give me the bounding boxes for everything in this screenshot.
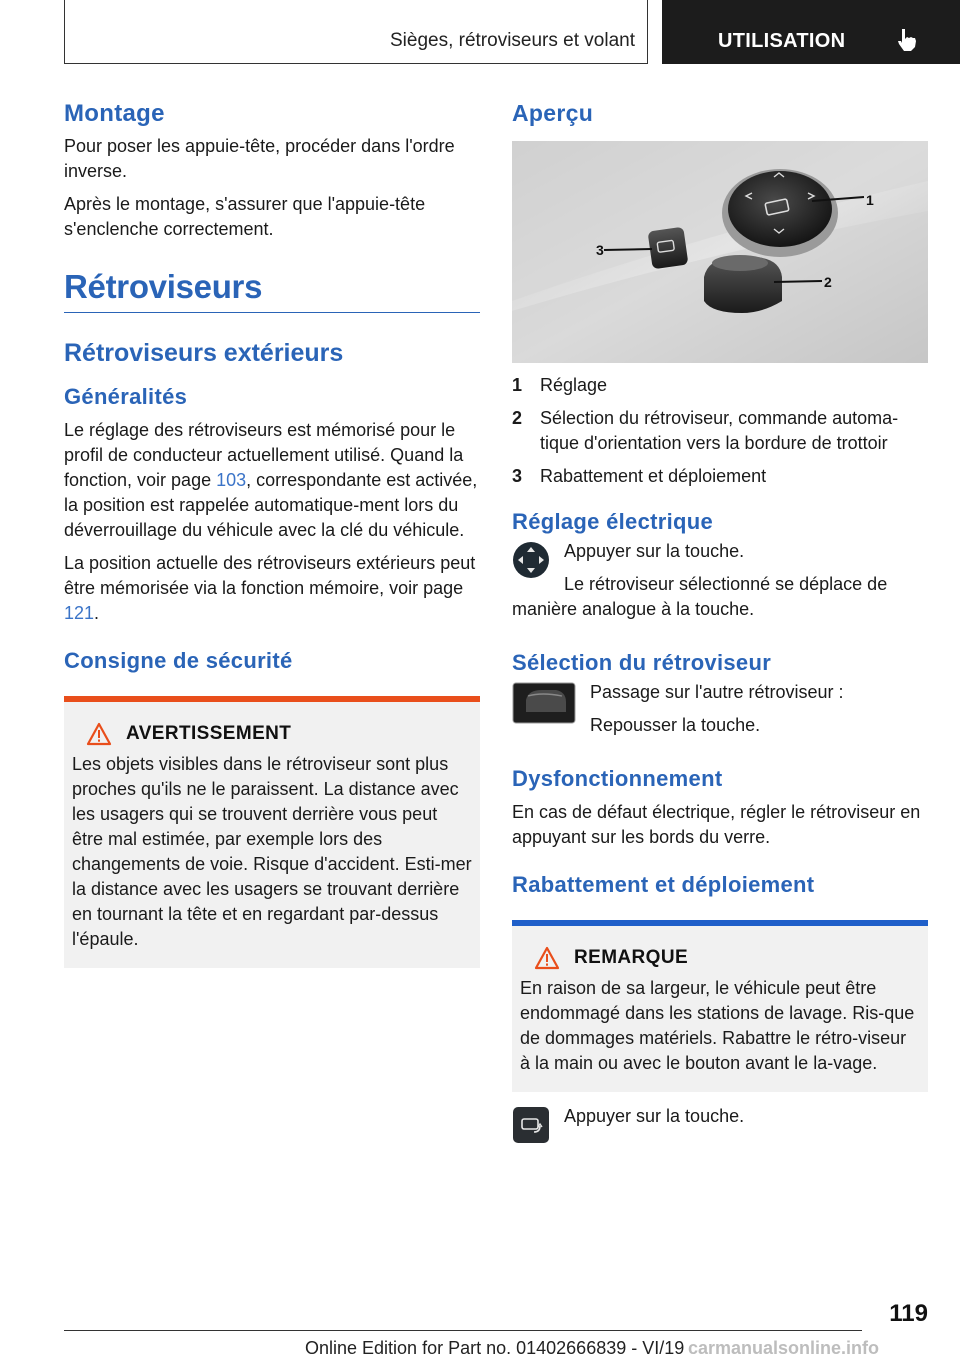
note-text: En raison de sa largeur, le véhicule peut être endommagé dans les stations de lavage. Ris-que de dommages matériels. Rabattre le rétro-viseur à la main ou avec le bouton avant le la-vage. [520,978,915,1073]
photo-label-1: 1 [866,192,874,208]
electric-adjustment-heading: Réglage électrique [512,509,714,534]
section-header [662,0,960,64]
safety-heading: Consigne de sécurité [64,648,293,673]
montage-paragraph-2: Après le montage, s'assurer que l'appuie-tête s'enclenche correctement. [64,194,426,239]
mirror-control-photo [512,141,928,363]
legend-number: 1 [512,375,523,395]
left-column [64,100,480,968]
chapter-header [64,0,648,64]
chapter-title: Sièges, rétroviseurs et volant [389,30,635,51]
warning-box [64,696,480,968]
general-paragraph-1 [64,418,480,543]
legend-number: 2 [512,408,523,428]
legend-item [512,464,928,489]
general-heading: Généralités [64,384,188,409]
mirror-selection-heading: Sélection du rétroviseur [512,650,772,675]
electric-adjustment-block [512,539,928,630]
general-paragraph-2 [64,551,480,626]
footer-divider [64,1330,862,1331]
legend-text: Réglage [540,375,608,395]
warning-header [72,722,472,746]
note-header [520,946,920,970]
general-p1-text-a: Le réglage des rétroviseurs est mémorisé pour le profil de conducteur actuellement utilisé. Quand la fonction, voir page [64,420,464,490]
selection-paragraph-1: Passage sur l'autre rétroviseur : [590,682,844,702]
mirror-adjust-button-icon [512,541,550,579]
electric-paragraph-2: Le rétroviseur sélectionné se déplace de manière analogue à la touche. [512,574,888,619]
exterior-mirrors-heading: Rétroviseurs extérieurs [64,339,344,367]
malfunction-paragraph: En cas de défaut électrique, régler le rétroviseur en appuyant sur les bords du verre. [512,802,921,847]
photo-label-3: 3 [596,242,604,258]
folding-heading: Rabattement et déploiement [512,872,815,897]
legend-number: 3 [512,466,523,486]
legend-item [512,373,928,398]
section-label: UTILISATION [718,30,846,52]
montage-heading: Montage [64,100,165,127]
legend-item [512,406,928,456]
montage-paragraph-1: Pour poser les appuie-tête, procéder dans l'ordre inverse. [64,136,455,181]
legend-list [512,373,928,489]
folding-paragraph: Appuyer sur la touche. [564,1106,745,1126]
electric-paragraph-1: Appuyer sur la touche. [564,541,745,561]
overview-heading: Aperçu [512,100,594,126]
pointing-hand-icon [894,27,920,53]
legend-text: Rabattement et déploiement [540,466,767,486]
mirror-switch-illustration [512,141,928,363]
folding-block [512,1104,928,1150]
page-link-121[interactable]: 121 [64,603,95,623]
photo-label-2: 2 [824,274,832,290]
warning-triangle-icon [86,722,112,746]
note-label: REMARQUE [574,947,689,968]
page-link-103[interactable]: 103 [216,470,247,490]
malfunction-heading: Dysfonctionnement [512,766,723,791]
warning-triangle-icon [534,946,560,970]
footer-edition: Online Edition for Part no. 01402666839 - VI/19 [305,1338,685,1358]
note-box [512,920,928,1092]
warning-label: AVERTISSEMENT [126,723,292,744]
general-p2-text-a: La position actuelle des rétroviseurs extérieurs peut être mémorisée via la fonction mémoire, voir page [64,553,476,598]
general-p2-text-b: . [94,603,100,623]
legend-text: Sélection du rétroviseur, commande automa-tique d'orientation vers la bordure de trottoir [540,408,899,453]
right-column [512,100,928,1150]
page-number: 119 [889,1300,928,1327]
retroviseurs-heading: Rétroviseurs [64,268,480,313]
mirror-selection-block [512,680,928,746]
mirror-selector-switch-icon [512,682,576,724]
warning-text: Les objets visibles dans le rétroviseur sont plus proches qu'ils ne le paraissent. La distance avec les usagers qui se trouvent derrière vous peut être mal estimée, par exemple lors des changements de voie. Risque d'accident. Esti-mer la distance avec les usagers se trouvant derrière en tournant la tête et en regardant par-dessus l'épaule. [72,754,472,949]
watermark-logo: carmanualsonline.info [688,1338,880,1358]
mirror-fold-button-icon [512,1106,550,1144]
selection-paragraph-2: Repousser la touche. [590,715,761,735]
general-p1-text-b: , correspondante est activée, la position est rappelée automatique-ment lors du déverrouillage du véhicule avec la clé du véhicule. [64,470,478,540]
